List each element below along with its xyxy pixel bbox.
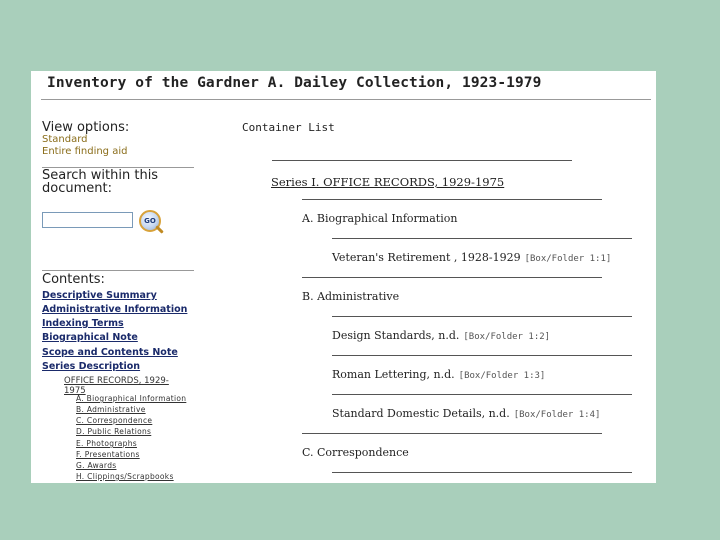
nav-series-office-records[interactable]: OFFICE RECORDS, 1929-1975: [64, 376, 169, 396]
container-divider: [332, 238, 632, 239]
subseries-title: A. Biographical Information: [302, 212, 458, 225]
nav-series-description[interactable]: Series Description: [42, 361, 141, 372]
container-divider: [302, 277, 602, 278]
nav-subseries-f[interactable]: F. Presentations: [76, 450, 140, 459]
nav-administrative-information[interactable]: Administrative Information: [42, 304, 188, 315]
container-divider: [302, 199, 602, 200]
container-item: [332, 368, 545, 381]
container-list-heading: Container List: [242, 121, 335, 134]
subseries-title: C. Correspondence: [302, 446, 409, 459]
nav-subseries-g[interactable]: G. Awards: [76, 461, 117, 470]
item-title: Standard Domestic Details, n.d.: [332, 407, 510, 420]
nav-descriptive-summary[interactable]: Descriptive Summary: [42, 290, 157, 301]
nav-subseries-a[interactable]: A. Biographical Information: [76, 394, 187, 403]
view-option-standard-link[interactable]: Standard: [42, 134, 88, 145]
container-item: [332, 329, 550, 342]
subseries-title: B. Administrative: [302, 290, 400, 303]
view-options-heading: View options:: [42, 120, 130, 135]
item-title: Design Standards, n.d.: [332, 329, 460, 342]
search-heading-line2: document:: [42, 181, 112, 196]
container-divider: [272, 160, 572, 161]
container-divider: [302, 433, 602, 434]
nav-subseries-e[interactable]: E. Photographs: [76, 439, 137, 448]
item-title: Veteran's Retirement , 1928-1929: [332, 251, 521, 264]
nav-subseries-c[interactable]: C. Correspondence: [76, 416, 153, 425]
box-folder-label: [Box/Folder 1:1]: [524, 254, 612, 264]
search-input[interactable]: [42, 212, 133, 228]
series-title: Series I. OFFICE RECORDS, 1929-1975: [271, 175, 505, 189]
box-folder-label: [Box/Folder 1:4]: [513, 410, 601, 420]
nav-subseries-d[interactable]: D. Public Relations: [76, 427, 152, 436]
nav-subseries-h[interactable]: H. Clippings/Scrapbooks: [76, 472, 174, 481]
nav-subseries-b[interactable]: B. Administrative: [76, 405, 146, 414]
magnifier-handle-icon: [155, 225, 163, 233]
nav-scope-and-contents-note[interactable]: Scope and Contents Note: [42, 347, 178, 358]
nav-biographical-note[interactable]: Biographical Note: [42, 332, 138, 343]
nav-indexing-terms[interactable]: Indexing Terms: [42, 318, 124, 329]
page-title: Inventory of the Gardner A. Dailey Collection, 1923-1979: [47, 75, 542, 91]
container-divider: [332, 394, 632, 395]
container-item: [332, 251, 611, 264]
title-divider: [41, 99, 651, 100]
container-divider: [332, 355, 632, 356]
container-item: [332, 407, 600, 420]
finding-aid-frame: [31, 71, 656, 483]
container-divider: [332, 472, 632, 473]
box-folder-label: [Box/Folder 1:2]: [463, 332, 551, 342]
search-heading-line1: Search within this: [42, 168, 159, 183]
sidebar-divider: [42, 270, 194, 271]
go-label: GO: [144, 217, 156, 225]
container-divider: [332, 316, 632, 317]
contents-heading: Contents:: [42, 272, 105, 287]
view-option-entire-link[interactable]: Entire finding aid: [42, 146, 128, 157]
item-title: Roman Lettering, n.d.: [332, 368, 455, 381]
box-folder-label: [Box/Folder 1:3]: [458, 371, 546, 381]
